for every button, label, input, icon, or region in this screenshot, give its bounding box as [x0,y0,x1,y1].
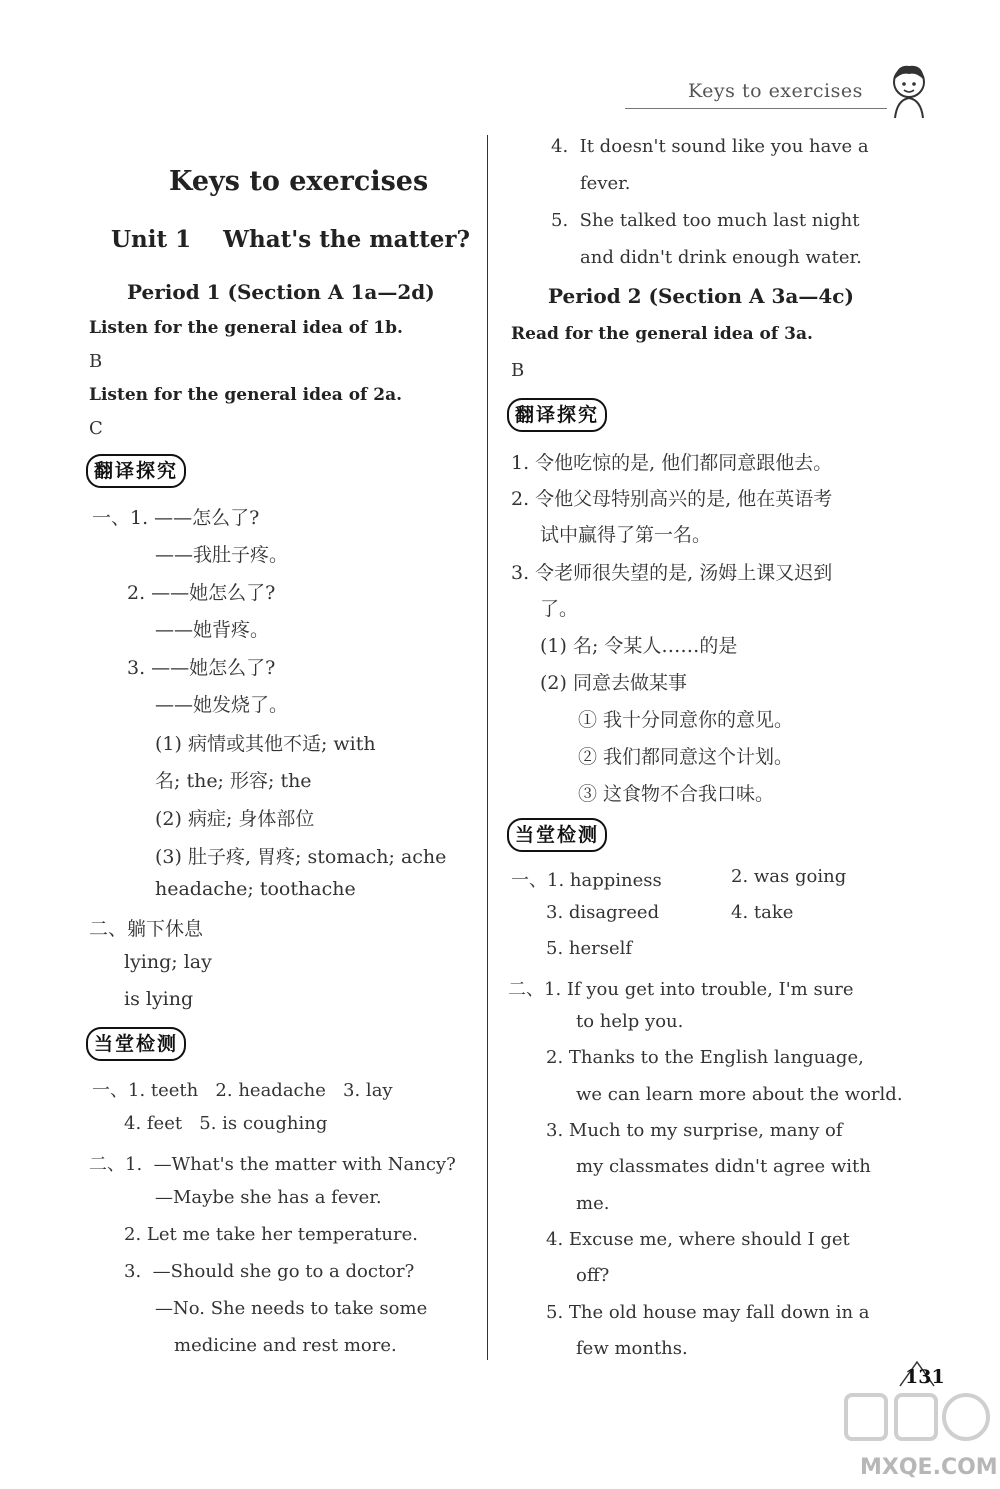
period-1-heading: Period 1 (Section A 1a—2d) [127,280,435,304]
check-answer: 5. herself [546,938,633,959]
check-answer: 4. take [731,902,794,923]
check-answer: to help you. [576,1011,684,1032]
check-answer: off? [576,1265,610,1286]
translation-item: lying; lay [124,951,212,973]
translation-example: ② 我们都同意这个计划。 [578,746,794,768]
period-2-heading: Period 2 (Section A 3a—4c) [548,284,854,308]
translation-item: is lying [124,988,194,1010]
translation-note: (1) 名; 令某人……的是 [540,635,738,657]
watermark-text: MXQE.COM [860,1455,998,1480]
translation-item: 1. 令他吃惊的是, 他们都同意跟他去。 [511,452,833,474]
unit-heading: Unit 1 What's the matter? [111,226,470,253]
translation-item: ——她背疼。 [155,619,270,641]
translation-item: 3. ——她怎么了? [127,657,276,679]
check-answer: 4. Excuse me, where should I get [546,1229,850,1250]
translation-item: 2. ——她怎么了? [127,582,276,604]
check-answer: 一、1. happiness [511,870,662,891]
listen-1b-label: Listen for the general idea of 1b. [89,318,403,338]
girl-mascot-icon [883,60,935,122]
translation-item: 了。 [540,598,579,620]
read-3a-label: Read for the general idea of 3a. [511,324,813,344]
header-rule [625,108,887,109]
check-answer: my classmates didn't agree with [576,1156,871,1177]
translation-note: (2) 同意去做某事 [540,672,687,694]
check-answer: we can learn more about the world. [576,1084,903,1105]
answer-line: fever. [580,173,631,194]
check-answer: —Maybe she has a fever. [155,1187,382,1208]
listen-1b-answer: B [89,351,103,372]
translation-note: (1) 病情或其他不适; with [155,733,376,755]
running-header: Keys to exercises [688,80,863,102]
check-answer: 3. disagreed [546,902,660,923]
check-answer: 一、1. teeth 2. headache 3. lay [92,1080,393,1101]
translation-badge: 翻译探究 [86,454,186,488]
check-answer: —No. She needs to take some [155,1298,428,1319]
answer-line: 5. She talked too much last night [551,210,860,231]
translation-example: ③ 这食物不合我口味。 [578,783,775,805]
answer-line: 4. It doesn't sound like you have a [551,136,869,157]
translation-note: (2) 病症; 身体部位 [155,808,315,830]
answer-line: and didn't drink enough water. [580,247,862,268]
read-3a-answer: B [511,360,525,381]
check-answer: me. [576,1193,610,1214]
translation-item: ——她发烧了。 [155,694,289,716]
check-answer: 二、1. If you get into trouble, I'm sure [508,979,854,1000]
check-badge: 当堂检测 [507,818,607,852]
check-answer: 2. was going [731,866,847,887]
page-number: 131 [905,1366,945,1388]
listen-2a-label: Listen for the general idea of 2a. [89,385,403,405]
translation-item: 3. 令老师很失望的是, 汤姆上课又迟到 [511,562,833,584]
check-answer: 3. —Should she go to a doctor? [124,1261,415,1282]
translation-badge: 翻译探究 [507,398,607,432]
translation-example: ① 我十分同意你的意见。 [578,709,794,731]
translation-note: headache; toothache [155,878,356,900]
column-divider [487,135,488,1360]
translation-item: 一、1. ——怎么了? [92,507,260,529]
page-title: Keys to exercises [169,166,429,197]
check-answer: 4. feet 5. is coughing [124,1113,328,1134]
check-answer: 5. The old house may fall down in a [546,1302,870,1323]
check-answer: 2. Thanks to the English language, [546,1047,864,1068]
check-badge: 当堂检测 [86,1027,186,1061]
check-answer: medicine and rest more. [174,1335,397,1356]
translation-item: 二、躺下休息 [89,918,204,940]
listen-2a-answer: C [89,418,103,439]
translation-note: 名; the; 形容; the [155,770,312,792]
translation-note: (3) 肚子疼, 胃疼; stomach; ache [155,846,447,868]
translation-item: 2. 令他父母特别高兴的是, 他在英语考 [511,488,833,510]
check-answer: 二、1. —What's the matter with Nancy? [89,1154,456,1175]
check-answer: 2. Let me take her temperature. [124,1224,418,1245]
check-answer: 3. Much to my surprise, many of [546,1120,843,1141]
check-answer: few months. [576,1338,688,1359]
translation-item: ——我肚子疼。 [155,544,289,566]
translation-item: 试中赢得了第一名。 [540,524,712,546]
